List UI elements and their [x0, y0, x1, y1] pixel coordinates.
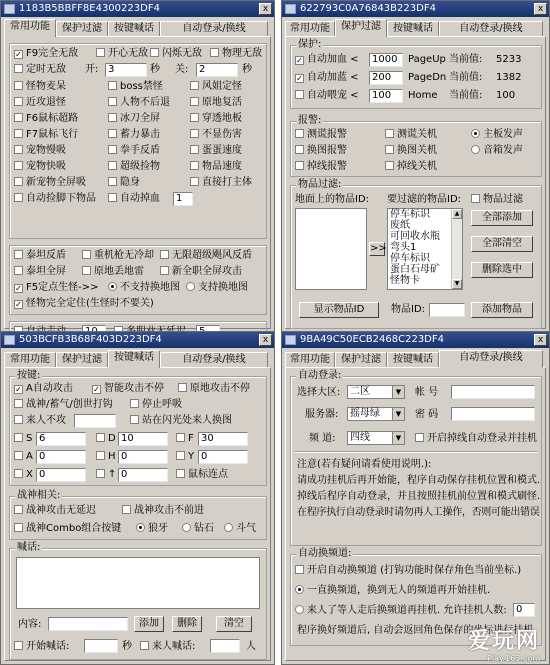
cb-heavy-gun[interactable]: 重机枪无冷却: [82, 250, 154, 262]
radio-off-icon: [186, 282, 195, 291]
shout-list[interactable]: [16, 557, 260, 609]
hp-key-label: PageUp: [408, 54, 446, 65]
cb-flash-invincible[interactable]: 闪烁无敌: [150, 48, 202, 60]
open-label: 开:: [85, 64, 99, 75]
region-label: 选择大区:: [297, 387, 341, 398]
watermark-logo: 爱玩网: [467, 629, 540, 654]
cb-mid-2[interactable]: 冰刀全屏: [108, 113, 160, 125]
note-line: 掉线后程序自动登录，并且按照挂机前位置和模式刷怪.: [297, 491, 541, 502]
dropdown-arrow-icon: ▼: [392, 386, 404, 398]
pet-current-value: 100: [496, 90, 516, 101]
sec-label: 秒: [242, 64, 252, 75]
cb-flash-map-change[interactable]: 站在闪光处来人换图: [130, 415, 232, 427]
cb-key-y[interactable]: Y: [176, 451, 194, 463]
cb-war-god-tick[interactable]: 战神/蓄气/创世打钩: [14, 399, 113, 411]
radio-switch-when-people[interactable]: 来人了等人走后换频道再挂机. 允许挂机人数:: [295, 605, 507, 617]
key-d-input[interactable]: 10: [118, 432, 168, 446]
cb-mid-1[interactable]: 人物不后退: [108, 97, 170, 109]
tab-common[interactable]: 常用功能: [285, 21, 335, 36]
cb-left-2[interactable]: F6鼠标超路: [14, 113, 78, 125]
watermark: [468, 630, 540, 663]
cb-right-6[interactable]: 直接打主体: [190, 177, 252, 189]
cb-war-nodelay[interactable]: 战神攻击无延迟: [14, 505, 96, 517]
cb-right-2[interactable]: 穿透地板: [190, 113, 242, 125]
app-icon: [4, 335, 15, 345]
region-select[interactable]: 二区 ▼: [347, 385, 405, 399]
tab-protect[interactable]: 保护过滤: [335, 19, 387, 37]
titlebar[interactable]: [282, 332, 549, 348]
cb-key-f[interactable]: F: [176, 433, 194, 445]
account-label: 帐 号: [415, 387, 439, 398]
radio-off-icon: [471, 145, 480, 154]
group-title: 自动换频道:: [298, 548, 352, 559]
list-item[interactable]: 废纸: [390, 220, 410, 231]
cb-left-4[interactable]: 宠物慢吸: [14, 145, 66, 157]
cb-auto-attack[interactable]: ✓ A自动攻击: [15, 383, 73, 394]
tab-bar: [285, 350, 546, 368]
allowed-people-input[interactable]: 0: [513, 603, 535, 617]
tab-login[interactable]: 自动登录/换线: [160, 21, 268, 36]
checkbox-checked-icon: ✓: [296, 56, 303, 65]
close-icon[interactable]: x: [534, 3, 547, 15]
cb-drop-mine[interactable]: 原地丢地雷: [82, 266, 144, 278]
cb-left-6[interactable]: 新宠物全屏吸: [14, 177, 86, 189]
cb-freeze-monsters[interactable]: ✓ 怪物完全定住(生怪时不要关): [15, 298, 154, 309]
current-label: 当前值:: [449, 90, 483, 101]
cb-auto-mp[interactable]: ✓ 自动加蓝 <: [296, 72, 359, 83]
cb-key-up[interactable]: ↑: [96, 469, 116, 481]
group-title: 按键:: [17, 370, 41, 381]
cb-left-0[interactable]: 怪物麦呆: [14, 81, 66, 93]
shout-content-input[interactable]: [48, 617, 128, 631]
radio-switch-empty[interactable]: 一直换频道，换到无人的频道再开始挂机.: [295, 585, 490, 597]
cb-dc-shutdown[interactable]: 掉线关机: [385, 161, 437, 173]
cb-left-5[interactable]: 宠物快吸: [14, 161, 66, 173]
cb-map-shutdown[interactable]: 换图关机: [385, 145, 437, 157]
cb-mid-7[interactable]: 自动掉血: [108, 193, 160, 205]
app-icon: [4, 4, 15, 14]
radio-on-icon: [295, 585, 304, 594]
scrollbar[interactable]: [451, 209, 462, 289]
show-item-id-button[interactable]: 显示物品ID: [299, 302, 379, 318]
tab-bar: [4, 19, 271, 37]
account-input[interactable]: [451, 385, 535, 399]
cb-titan-fullscreen[interactable]: 泰坦全屏: [14, 266, 66, 278]
note-line: 请成功挂机后再开始能，程序自动保存挂机位置和模式.: [297, 475, 541, 486]
tab-common[interactable]: 常用功能: [285, 352, 335, 367]
group-hotkey: [9, 370, 267, 486]
key-y-input[interactable]: 0: [198, 450, 248, 464]
tab-login[interactable]: 自动登录/换线: [160, 352, 268, 367]
hp-current-value: 5233: [496, 54, 522, 65]
key-a-input[interactable]: 0: [36, 450, 86, 464]
radio-off-icon: [182, 523, 191, 532]
hp-threshold-input[interactable]: 1000: [369, 53, 403, 67]
cb-smart-attack[interactable]: ✓ 智能攻击不停: [93, 383, 164, 394]
channel-select[interactable]: 四线 ▼: [347, 431, 405, 445]
delete-selected-button[interactable]: 删除选中: [471, 262, 533, 278]
close-icon[interactable]: x: [534, 334, 547, 346]
radio-wolf-tooth[interactable]: 狼牙: [136, 523, 168, 535]
cb-auto-pet[interactable]: 自动喂宠 <: [295, 90, 359, 102]
cb-lie-alert[interactable]: 测谎报警: [295, 129, 347, 141]
group-title: 战神相关:: [17, 490, 61, 501]
checkbox-checked-icon: ✓: [15, 284, 22, 293]
radio-map-change[interactable]: 支持换地图: [186, 282, 248, 294]
cb-stay-attack[interactable]: 原地攻击不停: [178, 383, 250, 395]
server-label: 服务器:: [305, 409, 339, 420]
group-title: 物品过滤:: [298, 179, 342, 190]
scroll-up-icon[interactable]: ▲: [452, 209, 462, 219]
move-right-button[interactable]: >>: [370, 243, 387, 254]
cb-f9-invincible[interactable]: ✓ F9完全无敌: [15, 48, 79, 59]
cb-war-no-forward[interactable]: 战神攻击不前进: [122, 505, 204, 517]
sec-label: 秒: [122, 641, 132, 652]
cb-all-class-attack[interactable]: 新全职全屏攻击: [160, 266, 242, 278]
tab-bar: [285, 19, 546, 37]
pet-threshold-input[interactable]: 100: [369, 89, 403, 103]
current-label: 当前值:: [449, 54, 483, 65]
close-icon[interactable]: x: [259, 334, 272, 346]
group-protect: [290, 39, 542, 109]
cb-start-shout[interactable]: 开始喊话:: [14, 641, 69, 653]
radio-speaker-sound[interactable]: 音箱发声: [471, 145, 523, 157]
key-h-input[interactable]: 0: [118, 450, 168, 464]
dropdown-arrow-icon: ▼: [392, 408, 404, 420]
tab-hotkey[interactable]: 按键喊话: [387, 21, 439, 36]
window-title: 1183B5BBFF8E4300223DF4: [19, 3, 160, 14]
cb-left-1[interactable]: 近攻退怪: [14, 97, 66, 109]
window-login: [281, 331, 550, 665]
list-item[interactable]: 蛋白石母矿: [390, 264, 440, 275]
key-up-input[interactable]: 0: [118, 468, 168, 482]
radio-on-icon: [108, 282, 117, 291]
radio-on-icon: [471, 129, 480, 138]
close-seconds-input[interactable]: 2: [196, 63, 238, 77]
tab-common[interactable]: 常用功能: [4, 352, 56, 367]
app-icon: [285, 4, 296, 14]
cb-mid-0[interactable]: boss禁怪: [108, 81, 163, 93]
radio-board-sound[interactable]: 主板发声: [471, 129, 523, 141]
mp-threshold-input[interactable]: 200: [369, 71, 403, 85]
group-war-god: [9, 490, 267, 540]
radio-on-icon: [136, 523, 145, 532]
shout-seconds-input[interactable]: [84, 639, 118, 653]
checkbox-checked-icon: ✓: [15, 300, 22, 309]
window-common: [0, 0, 275, 333]
cb-key-d[interactable]: D: [96, 433, 116, 445]
group-auto-login: [290, 370, 542, 546]
cb-dc-alert[interactable]: 掉线报警: [295, 161, 347, 173]
cb-mid-5[interactable]: 超级捡物: [108, 161, 160, 173]
checkbox-checked-icon: ✓: [15, 50, 22, 59]
cb-f5-spawn[interactable]: ✓ F5定点生怪->>: [15, 282, 99, 293]
titlebar[interactable]: [282, 1, 549, 17]
cb-left-3[interactable]: F7鼠标飞行: [14, 129, 78, 141]
cb-auto-switch[interactable]: 开启自动换频道 (打钩功能时保存角色当前坐标.): [295, 565, 521, 577]
cb-key-a[interactable]: A: [14, 451, 33, 463]
cb-war-combo[interactable]: 战神Combo组合按键: [14, 523, 121, 535]
cb-mid-6[interactable]: 隐身: [108, 177, 140, 189]
current-label: 当前值:: [449, 72, 483, 83]
tab-hotkey[interactable]: 按键喊话: [108, 21, 160, 36]
tab-hotkey[interactable]: 按键喊话: [387, 352, 439, 367]
mp-key-label: PageDn: [408, 72, 447, 83]
window-title: 622793C0A76843B223DF4: [300, 3, 436, 14]
radio-off-icon: [295, 605, 304, 614]
add-shout-button[interactable]: 添加: [134, 616, 164, 632]
list-item[interactable]: 停车标识: [390, 253, 430, 264]
cb-come-shout[interactable]: 来人喊话:: [140, 641, 195, 653]
key-x-input[interactable]: 0: [36, 468, 86, 482]
checkbox-checked-icon: ✓: [15, 385, 22, 394]
tab-login[interactable]: 自动登录/换线: [439, 350, 543, 368]
window-hotkey: [0, 331, 275, 665]
cb-timed-invincible[interactable]: 定时无敌: [14, 64, 66, 76]
note-line: 注意(若有疑问请看使用说明.):: [297, 459, 432, 470]
watermark-url: Play.163.com: [487, 654, 540, 663]
content-label: 内容:: [18, 619, 42, 630]
radio-off-icon: [224, 523, 233, 532]
titlebar[interactable]: [1, 1, 274, 17]
cb-right-5[interactable]: 物品速度: [190, 161, 242, 173]
cb-right-1[interactable]: 原地复活: [190, 97, 242, 109]
people-input[interactable]: [74, 414, 116, 428]
cb-key-h[interactable]: H: [96, 451, 116, 463]
tab-login[interactable]: 自动登录/换线: [439, 21, 543, 36]
add-all-button[interactable]: 全部添加: [471, 210, 533, 226]
list-item[interactable]: 怪物卡: [390, 275, 420, 286]
tab-protect[interactable]: 保护过滤: [335, 352, 387, 367]
common-panel: [4, 36, 271, 329]
cb-happy-invincible[interactable]: 开心无敌: [96, 48, 148, 60]
group-title: 报警:: [298, 115, 322, 126]
filter-items-label: 要过滤的物品ID:: [387, 194, 462, 205]
window-title: 503BCFB3B68F403D223DF4: [19, 334, 162, 345]
cb-right-3[interactable]: 不显伤害: [190, 129, 242, 141]
protect-panel: [285, 36, 546, 329]
password-input[interactable]: [451, 407, 535, 421]
group-title: 喊话:: [17, 542, 41, 553]
pet-key-label: Home: [408, 90, 438, 101]
window-title: 9BA49C50ECB2468C223DF4: [300, 334, 444, 345]
hotkey-panel: [4, 367, 271, 661]
cb-mouse-click[interactable]: 鼠标连点: [176, 469, 228, 481]
checkbox-checked-icon: ✓: [296, 74, 303, 83]
cb-key-s[interactable]: S: [14, 433, 32, 445]
key-f-input[interactable]: 30: [198, 432, 248, 446]
switch-note: 程序换好频道后, 自动会返回角色保存的坐标进行挂机.: [297, 625, 537, 636]
group-class-skills: [9, 245, 267, 315]
clear-all-button[interactable]: 全部清空: [471, 236, 533, 252]
password-label: 密 码: [415, 409, 439, 420]
radio-no-map-change[interactable]: 不支持换地图: [108, 282, 180, 294]
cb-item-filter[interactable]: 物品过滤: [471, 194, 523, 206]
server-select[interactable]: 摇母绿 ▼: [347, 407, 405, 421]
cb-mid-3[interactable]: 蓄力暴击: [108, 129, 160, 141]
cb-auto-hp[interactable]: ✓ 自动加血 <: [296, 54, 359, 65]
close-icon[interactable]: x: [259, 3, 272, 15]
filter-items-list[interactable]: [387, 208, 463, 290]
cb-no-attack-when-people[interactable]: 来人不攻: [14, 415, 66, 427]
app-icon: [285, 335, 296, 345]
window-protect: [281, 0, 550, 333]
cb-map-alert[interactable]: 换图报警: [295, 145, 347, 157]
radio-fight-qi[interactable]: 斗气: [224, 523, 256, 535]
drop-blood-input[interactable]: 1: [173, 192, 193, 206]
cb-titan-shield[interactable]: 泰坦反盾: [14, 250, 66, 262]
list-item[interactable]: 弯头1: [390, 242, 417, 253]
person-label: 人: [246, 641, 256, 652]
note-line: 在程序执行自动登录时请勿再人工操作，否则可能出错误: [297, 507, 540, 518]
item-id-input[interactable]: [429, 303, 465, 317]
tab-protect[interactable]: 保护过滤: [56, 352, 108, 367]
scroll-down-icon[interactable]: ▼: [452, 279, 462, 289]
cb-key-x[interactable]: X: [14, 469, 33, 481]
group-title: 保护:: [298, 39, 322, 50]
tab-hotkey[interactable]: 按键喊话: [108, 350, 160, 368]
dropdown-arrow-icon: ▼: [392, 432, 404, 444]
ground-items-list[interactable]: [295, 208, 367, 290]
cb-mid-4[interactable]: 拳手反盾: [108, 145, 160, 157]
cb-hurricane[interactable]: 无限超级飓风反盾: [160, 250, 252, 262]
come-count-input[interactable]: [210, 639, 240, 653]
list-item[interactable]: 可回收水瓶: [390, 231, 440, 242]
login-panel: [285, 367, 546, 661]
list-item[interactable]: 停车标识: [390, 209, 430, 220]
tab-common[interactable]: 常用功能: [4, 19, 56, 37]
add-item-button[interactable]: 添加物品: [471, 302, 533, 318]
group-alert: [290, 115, 542, 177]
item-id-label: 物品ID:: [391, 304, 426, 315]
channel-label: 频 道:: [309, 433, 336, 444]
key-s-input[interactable]: 6: [36, 432, 86, 446]
divider: [295, 451, 537, 453]
clear-shout-button[interactable]: 清空: [216, 616, 252, 632]
delete-shout-button[interactable]: 删除: [172, 616, 202, 632]
cb-auto-relogin[interactable]: 开启掉线自动登录并挂机: [415, 433, 537, 445]
tab-bar: [4, 350, 271, 368]
group-shout: [9, 542, 267, 660]
cb-physical-invincible[interactable]: 物理无敌: [210, 48, 262, 60]
cb-stop-breath[interactable]: 停止呼吸: [130, 399, 182, 411]
cb-left-7[interactable]: 自动捡脚下物品: [14, 193, 96, 205]
open-seconds-input[interactable]: 3: [105, 63, 147, 77]
cb-right-0[interactable]: 风姐定怪: [190, 81, 242, 93]
ground-items-label: 地面上的物品ID:: [295, 194, 370, 205]
sec-label: 秒: [150, 64, 160, 75]
group-title: 自动登录:: [298, 370, 342, 381]
close-label: 关:: [175, 64, 189, 75]
cb-lie-shutdown[interactable]: 测谎关机: [385, 129, 437, 141]
group-main: [9, 43, 267, 239]
tab-protect[interactable]: 保护过滤: [56, 21, 108, 36]
group-filter: [290, 179, 542, 329]
titlebar[interactable]: [1, 332, 274, 348]
mp-current-value: 1382: [496, 72, 522, 83]
checkbox-checked-icon: ✓: [93, 385, 100, 394]
radio-diamond[interactable]: 钻石: [182, 523, 214, 535]
cb-right-4[interactable]: 蛋蛋速度: [190, 145, 242, 157]
